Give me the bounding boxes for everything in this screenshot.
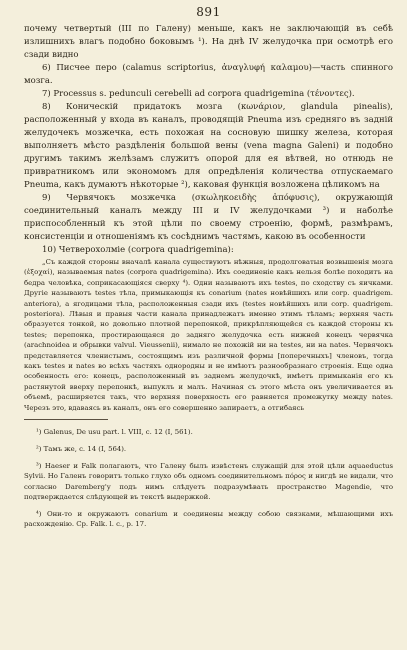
paragraph-5: 9) Червячокъ мозжечка (σκωληκοειδὴς ἀπόφυσις), окружающій соединительный каналъ между III и IV желудочками ³) и наболѣе приспособленный къ этой цѣли по своему строенію, формѣ, размѣрамъ, консистенціи и отношеніямъ къ сосѣднимъ частямъ, какою въ особенности [24,193,393,242]
paragraph-2: 6) Писчее перо (calamus scriptorius, ἀναγλυφή καλαμου)—часть спинного мозга. [24,63,393,86]
paragraph-1: почему четвертый (III по Галену) меньше, какъ не заключающій въ себѣ излишнихъ влагъ подобно боковымъ ¹). На днѣ IV желудочка при осмотрѣ его сзади видно [24,24,393,60]
footnote-rule [24,419,108,420]
quotation-paragraph: „Съ каждой стороны вначалѣ канала существуютъ нѣжныя, продолговатыя возвышенія мозга (ἐξοχαί), называемыя nates (corpora quadrigemina). Ихъ соединеніе какъ нельзя болѣе походитъ на бедра человѣка, соприкасающіяся сверху ⁴). Одни называютъ ихъ testes, по сходству съ яичками. Другіе называютъ testes тѣла, примыкающія къ conarium (natеs новѣйшихъ или corp. quadrigem. anteriora), а ягодицами тѣла, расположенныя сзади ихъ (testes новѣйшихъ или corp. quadrigem. posteriora). Лѣвыя и правыя части канала принадлежатъ именно этимъ тѣламъ; верхняя часть образуется тонкой, но довольно плотной перепонкой, прикрѣпляющейся съ каждой стороны къ testes; перепонка, простирающаяся до задняго желудочка есть нижней конецъ червячка (arachnoidea и обрывки valvul. Vieussenii), нимало не похожій ни на testes, ни на nates. Червячокъ представляется членистымъ, состоящимъ изъ различной формы [поперечныхъ] членовъ, тогда какъ testes и nates во всѣхъ частяхъ однородны и не имѣютъ разнообразнаго строенія. Еще одна особенность его: конецъ, расположенный въ заднемъ желудочкѣ, имѣетъ примыканія его къ растянутой вверху перепонкѣ, выпуклъ и малъ. Начиная съ этого мѣста онъ увеличивается въ объемѣ, расширяется такъ, что верхняя поверхность его равняется промежутку между nates. Черезъ это, вдаваясь въ каналъ, онъ его совершенно запираетъ, а отгибаясь [24,258,393,412]
paragraph-3: 7) Processus s. pedunculi cerebelli ad corpora quadrigemina (τένοντες). [42,89,355,99]
footnote-1: ¹) Galenus, De usu part. l. VIII, c. 12 (I, 561). [36,427,193,436]
footnote-2: ²) Тамъ же, c. 14 (I, 564). [36,445,127,454]
footnote-4: ⁴) Они-то и окружаютъ conarium и соединены между собою связками, мѣшающими ихъ расхожденію. Ср. Falk. l. c., p. 17. [24,509,393,529]
footnotes [24,427,393,529]
page-number: 891 [196,5,221,19]
body-text [24,23,393,413]
footnote-3: ³) Haeser и Falk полагаютъ, что Галену былъ извѣстенъ служащій для этой цѣли aquaeductus Sylvii. Но Галенъ говоритъ только глухо объ одномъ соединительномъ πόρος и нигдѣ не видали, что согласно Daremberg'у подъ нимъ слѣдуетъ подразумѣвать пространство Magendie, что подтверждается слѣдующей въ текстѣ выдержкой. [24,462,393,501]
paragraph-4: 8) Коническій придатокъ мозга (κωνάριον, glandula pinealis), расположенный у входа въ каналъ, проводящій Pneuma изъ средняго въ задній желудочекъ мозжечка, есть похожая на сосновую шишку железа, которая выполняетъ мѣсто раздѣленія большой вены (vena magna Galeni) и подобно другимъ такимъ желѣзамъ служитъ опорой для ея вѣтвей, но отнюдь не привратникомъ или экономомъ для опредѣленія количества отпускаемаго Pneuma, какъ думаютъ нѣкоторые ²), каковая функція возложена цѣликомъ на [24,102,393,190]
paragraph-6: 10) Четверохолміе (corpora quadrigemina): [42,245,234,255]
